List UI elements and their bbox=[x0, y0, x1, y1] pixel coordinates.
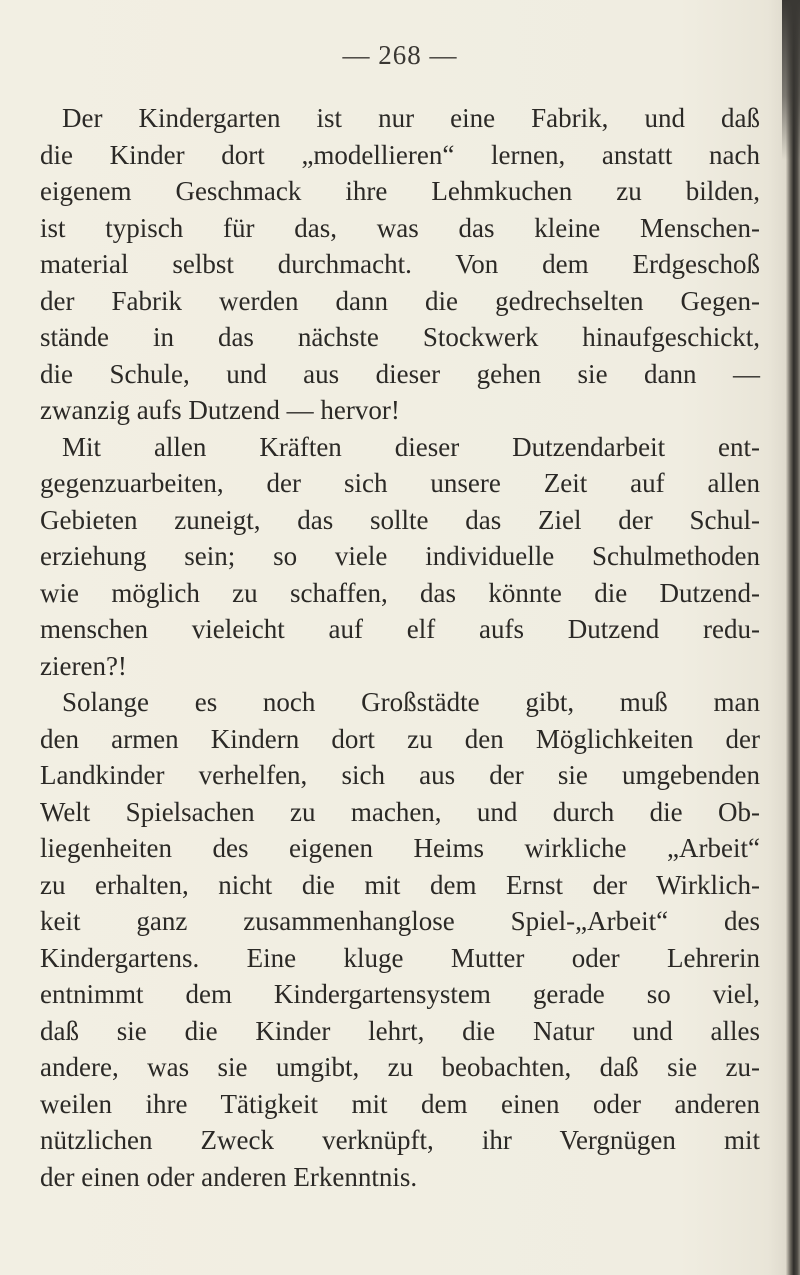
text-line: Kindergartens. Eine kluge Mutter oder Lehrerin bbox=[40, 942, 760, 973]
text-line: ist typisch für das, was das kleine Menschen- bbox=[40, 212, 760, 243]
text-line: Solange es noch Großstädte gibt, muß man bbox=[62, 687, 760, 717]
text-line: der einen oder anderen Erkenntnis. bbox=[40, 1161, 418, 1192]
text-line: gegenzuarbeiten, der sich unsere Zeit auf allen bbox=[40, 468, 760, 498]
text-line: wie möglich zu schaffen, das könnte die Dutzend- bbox=[40, 577, 760, 608]
text-line: nützlichen Zweck verknüpft, ihr Vergnügen mit bbox=[40, 1125, 760, 1155]
text-line: liegenheiten des eigenen Heims wirkliche „Arbeit“ bbox=[40, 833, 760, 863]
page-edge-shadow-top bbox=[782, 0, 800, 160]
text-line: menschen vieleicht auf elf aufs Dutzend redu- bbox=[40, 614, 760, 644]
text-line: keit ganz zusammenhanglose Spiel-„Arbeit“ des bbox=[40, 906, 760, 936]
text-line: eigenem Geschmack ihre Lehmkuchen zu bilden, bbox=[40, 176, 760, 206]
text-line: der Fabrik werden dann die gedrechselten Gegen- bbox=[40, 285, 760, 316]
text-line: Mit allen Kräften dieser Dutzendarbeit ent- bbox=[62, 431, 760, 462]
text-line: zwanzig aufs Dutzend — hervor! bbox=[40, 395, 400, 425]
text-line: zu erhalten, nicht die mit dem Ernst der Wirklich- bbox=[40, 869, 760, 900]
text-line: zieren?! bbox=[40, 650, 127, 681]
text-line: die Kinder dort „modellieren“ lernen, anstatt nach bbox=[40, 139, 760, 170]
text-line: Landkinder verhelfen, sich aus der sie umgebenden bbox=[40, 760, 760, 790]
page-edge-shadow bbox=[786, 0, 800, 1275]
text-line: material selbst durchmacht. Von dem Erdgeschoß bbox=[40, 249, 760, 279]
text-line: Der Kindergarten ist nur eine Fabrik, und daß bbox=[62, 103, 760, 133]
text-line: weilen ihre Tätigkeit mit dem einen oder anderen bbox=[40, 1088, 760, 1119]
body-text bbox=[40, 100, 760, 1195]
text-line: Gebieten zuneigt, das sollte das Ziel der Schul- bbox=[40, 504, 760, 535]
text-line: daß sie die Kinder lehrt, die Natur und alles bbox=[40, 1015, 760, 1046]
text-line: erziehung sein; so viele individuelle Schulmethoden bbox=[40, 541, 760, 571]
page-number: — 268 — bbox=[342, 40, 458, 70]
text-line: andere, was sie umgibt, zu beobachten, daß sie zu- bbox=[40, 1052, 760, 1082]
text-line: entnimmt dem Kindergartensystem gerade so viel, bbox=[40, 979, 760, 1009]
text-line: den armen Kindern dort zu den Möglichkeiten der bbox=[40, 723, 760, 754]
text-line: stände in das nächste Stockwerk hinaufgeschickt, bbox=[40, 322, 760, 352]
text-line: Welt Spielsachen zu machen, und durch die Ob- bbox=[40, 796, 760, 827]
text-line: die Schule, und aus dieser gehen sie dann — bbox=[40, 358, 760, 389]
